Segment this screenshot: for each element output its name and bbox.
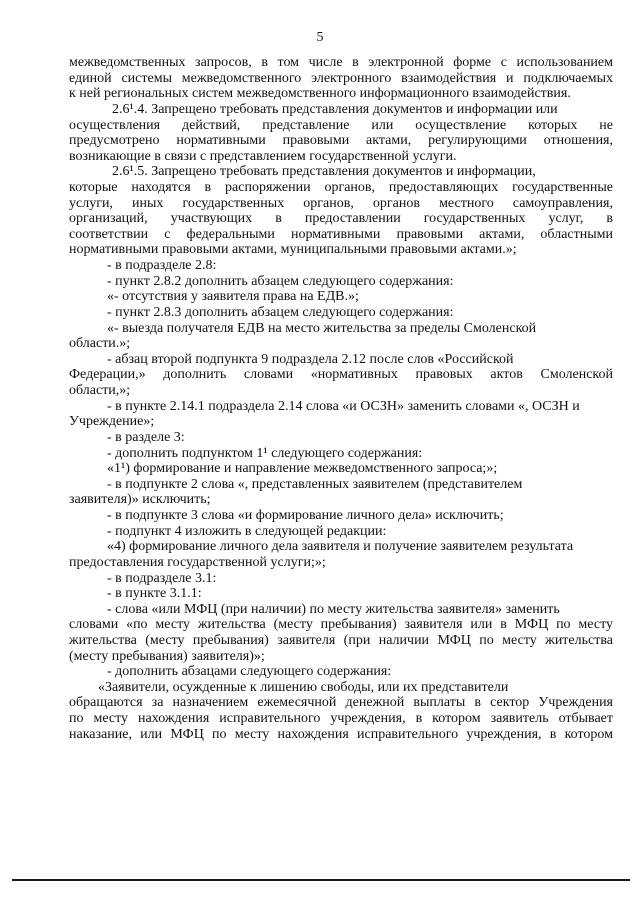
text-line: (месту пребывания) заявителя)»;	[69, 648, 265, 664]
text-line: - в пункте 3.1.1:	[107, 586, 202, 602]
text-line: предусмотрено нормативными правовыми актами, регулирующими отношения,	[69, 133, 613, 149]
text-line: соответствии с федеральными нормативными правовыми актами, областными	[69, 226, 613, 242]
text-line: - в подразделе 2.8:	[107, 258, 217, 274]
text-line: «4) формирование личного дела заявителя и получение заявителем результата	[107, 539, 574, 555]
text-line: - дополнить абзацами следующего содержания:	[107, 664, 392, 680]
text-line: к ней региональных систем межведомственного информационного взаимодействия.	[69, 86, 571, 102]
text-line: словами «по месту жительства (месту пребывания) заявителя или в МФЦ по месту	[69, 617, 613, 633]
text-line: по месту нахождения исправительного учреждения, в котором заявитель отбывает	[69, 711, 613, 726]
text-line: обращаются за назначением ежемесячной денежной выплаты в сектор Учреждения	[69, 695, 613, 711]
text-line: нормативными правовыми актами, муниципальными правовыми актами.»;	[69, 242, 517, 258]
text-line: - в подпункте 3 слова «и формирование личного дела» исключить;	[107, 508, 504, 523]
text-line: организаций, участвующих в предоставлении государственных услуг, в	[69, 211, 613, 227]
text-line: «- выезда получателя ЕДВ на место жительства за пределы Смоленской	[107, 320, 537, 336]
text-line: 2.6¹.5. Запрещено требовать представления документов и информации,	[112, 164, 536, 180]
text-line: «- отсутствия у заявителя права на ЕДВ.»;	[107, 289, 359, 305]
text-line: - подпункт 4 изложить в следующей редакции:	[107, 523, 387, 539]
text-line: заявителя)» исключить;	[69, 492, 211, 508]
text-line: - в разделе 3:	[107, 429, 185, 445]
text-line: - в пункте 2.14.1 подраздела 2.14 слова «и ОСЗН» заменить словами «, ОСЗН и	[107, 398, 580, 414]
text-line: которые находятся в распоряжении органов, предоставляющих государственные	[69, 180, 613, 195]
text-line: 2.6¹.4. Запрещено требовать представления документов и информации или	[112, 101, 558, 117]
text-line: услуги, иных государственных органов, органов местного самоуправления,	[69, 195, 613, 211]
text-line: предоставления государственной услуги;»;	[69, 554, 326, 570]
text-line: межведомственных запросов, в том числе в электронной форме с использованием	[69, 55, 613, 70]
text-line: - в подразделе 3.1:	[107, 570, 217, 586]
text-line: Федерации,» дополнить словами «нормативных правовых актов Смоленской	[69, 367, 613, 383]
page-number: 5	[316, 30, 324, 45]
text-line: - абзац второй подпункта 9 подраздела 2.12 после слов «Российской	[107, 351, 514, 367]
text-line: осуществления действий, представление или осуществление которых не	[69, 117, 613, 133]
text-line: области.»;	[69, 336, 131, 352]
text-line: возникающие в связи с представлением государственной услуги.	[69, 148, 457, 164]
text-line: жительства (месту пребывания) заявителя (при наличии МФЦ по месту жительства	[69, 632, 613, 648]
text-line: «Заявители, осужденные к лишению свободы, или их представители	[98, 679, 509, 695]
text-line: - дополнить подпунктом 1¹ следующего содержания:	[107, 445, 423, 461]
text-line: Учреждение»;	[69, 414, 155, 430]
bottom-rule	[12, 879, 630, 881]
text-line: единой системы межведомственного электронного взаимодействия и подключаемых	[69, 70, 613, 86]
text-line: «1¹) формирование и направление межведомственного запроса;»;	[107, 461, 498, 477]
text-line: - пункт 2.8.3 дополнить абзацем следующего содержания:	[107, 304, 454, 320]
text-line: наказание, или МФЦ по месту нахождения исправительного учреждения, в котором	[69, 726, 613, 742]
text-line: - пункт 2.8.2 дополнить абзацем следующего содержания:	[107, 273, 454, 289]
text-line: области,»;	[69, 383, 131, 398]
text-line: - слова «или МФЦ (при наличии) по месту жительства заявителя» заменить	[107, 601, 560, 617]
text-line: - в подпункте 2 слова «, представленных заявителем (представителем	[107, 476, 523, 492]
